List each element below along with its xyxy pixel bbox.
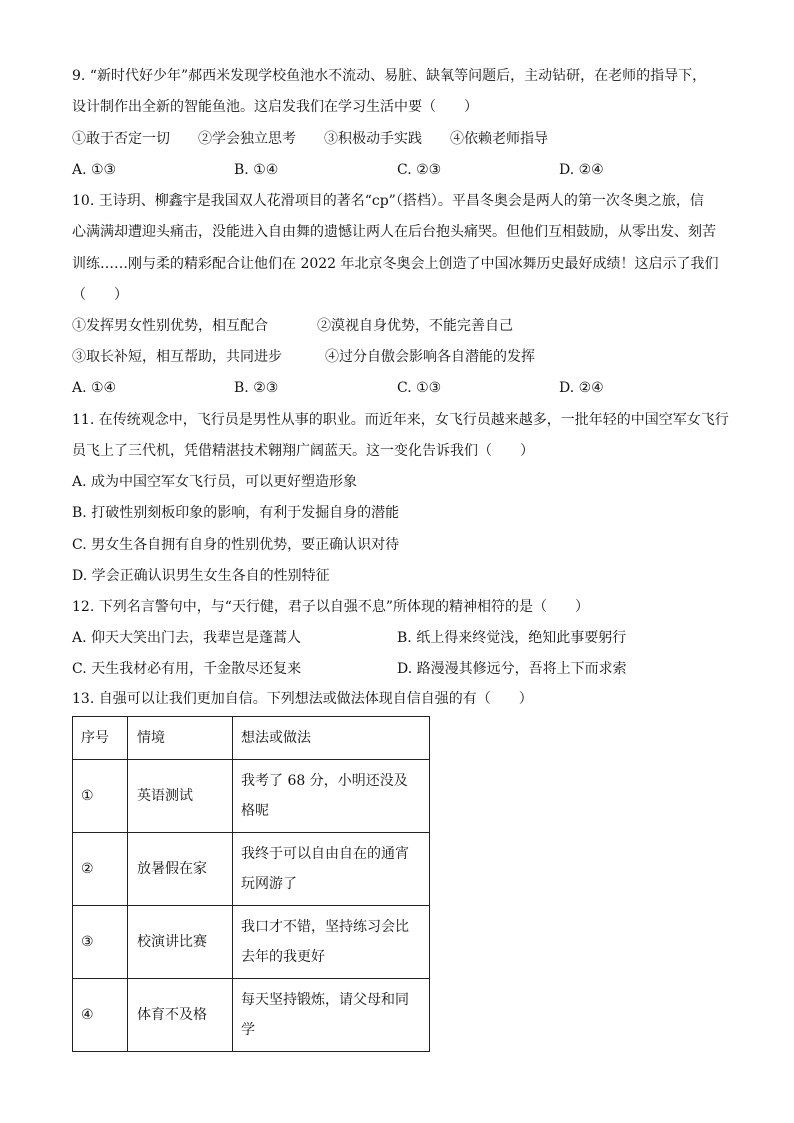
table-row [73,979,430,1052]
q12-option-c: C. 天生我材必有用，千金散尽还复来 [72,661,302,677]
q11-option-a: A. 成为中国空军女飞行员，可以更好塑造形象 [72,474,358,490]
q12-option-d: D. 路漫漫其修远兮，吾将上下而求索 [397,661,627,677]
table-row [73,906,430,979]
q10-line2: 心满满却遭迎头痛击，没能进入自由舞的遗憾让两人在后台抱头痛哭。但他们互相鼓励，从零出发、刻苦 [72,224,716,240]
q10-option-a: A. ①④ [72,380,117,396]
q10-option-d: D. ②④ [559,380,604,396]
table-header-cell: 序号 [73,717,128,760]
table-cell-idea: 我考了 68 分，小明还没及格呢 [233,760,430,833]
table-cell-situation: 英语测试 [128,760,233,833]
q9-statements: ①敢于否定一切 ②学会独立思考 ③积极动手实践 ④依赖老师指导 [72,131,548,147]
q10-statement-4: ④过分自傲会影响各自潜能的发挥 [325,349,535,365]
q13-stem: 13. 自强可以让我们更加自信。下列想法或做法体现自信自强的有（ ） [72,691,533,707]
q10-option-c: C. ①③ [397,380,442,396]
table-cell-no: ③ [73,906,128,979]
table-cell-no: ① [73,760,128,833]
table-row [73,760,430,833]
q10-statement-2: ②漠视自身优势，不能完善自己 [317,318,513,334]
q13-table [72,716,430,1052]
q9-option-d: D. ②④ [559,162,604,178]
q10-line3: 训练……刚与柔的精彩配合让他们在 2022 年北京冬奥会上创造了中国冰舞历史最好成绩！这启示了我们 [72,256,719,272]
table-header-cell: 情境 [128,717,233,760]
table-cell-no: ② [73,833,128,906]
table-cell-idea: 每天坚持锻炼，请父母和同学 [233,979,430,1052]
table-cell-situation: 校演讲比赛 [128,906,233,979]
q10-statement-3: ③取长补短，相互帮助，共同进步 [72,349,282,365]
table-header-row [73,717,430,760]
q11-line1: 11. 在传统观念中，飞行员是男性从事的职业。而近年来，女飞行员越来越多，一批年轻的中国空军女飞行 [72,412,729,428]
table-cell-situation: 体育不及格 [128,979,233,1052]
q9-line1: 9. “新时代好少年”郝西米发现学校鱼池水不流动、易脏、缺氧等问题后，主动钻研，在老师的指导下， [72,68,707,84]
q11-option-c: C. 男女生各自拥有自身的性别优势，要正确认识对待 [72,537,400,553]
q10-option-b: B. ②③ [234,380,279,396]
q9-line2: 设计制作出全新的智能鱼池。这启发我们在学习生活中要（ ） [72,99,478,115]
q11-line2: 员飞上了三代机，凭借精湛技术翱翔广阔蓝天。这一变化告诉我们（ ） [72,443,534,459]
q10-statement-1: ①发挥男女性别优势，相互配合 [72,318,268,334]
table-row [73,833,430,906]
q10-line1: 10. 王诗玥、柳鑫宇是我国双人花滑项目的著名“cp”（搭档）。平昌冬奥会是两人的第一次冬奥之旅，信 [72,193,704,209]
q11-option-d: D. 学会正确认识男生女生各自的性别特征 [72,568,330,584]
q12-option-a: A. 仰天大笑出门去，我辈岂是蓬蒿人 [72,630,302,646]
q9-option-b: B. ①④ [234,162,279,178]
q9-option-a: A. ①③ [72,162,117,178]
table-cell-no: ④ [73,979,128,1052]
table-cell-situation: 放暑假在家 [128,833,233,906]
table-cell-idea: 我口才不错，坚持练习会比去年的我更好 [233,906,430,979]
table-header-cell: 想法或做法 [233,717,430,760]
q11-option-b: B. 打破性别刻板印象的影响，有利于发掘自身的潜能 [72,505,400,521]
q10-line4: （ ） [72,287,128,303]
q12-stem: 12. 下列名言警句中，与“天行健，君子以自强不息”所体现的精神相符的是（ ） [72,599,590,615]
q9-option-c: C. ②③ [397,162,442,178]
q12-option-b: B. 纸上得来终觉浅，绝知此事要躬行 [397,630,627,646]
table-cell-idea: 我终于可以自由自在的通宵玩网游了 [233,833,430,906]
